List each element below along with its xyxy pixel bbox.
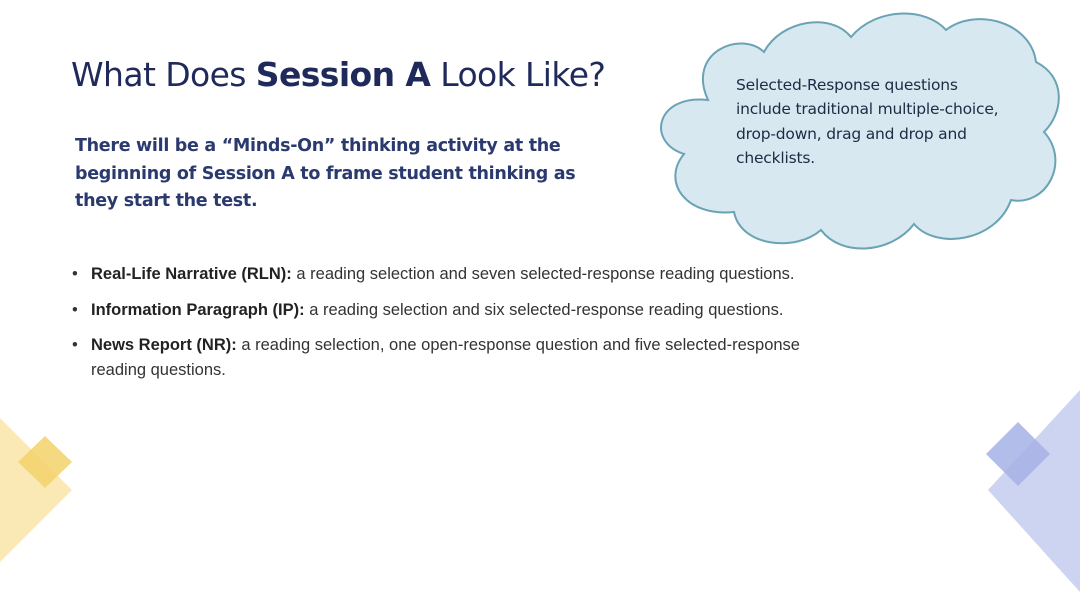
slide-title (71, 55, 605, 94)
yellow-diamond-large (0, 418, 72, 562)
bullet-item-ip (72, 298, 832, 323)
bullet-text: a reading selection and seven selected-response reading questions. (291, 265, 795, 283)
bullet-term: News Report (NR): (91, 336, 237, 354)
bullet-dot-icon: • (72, 265, 78, 283)
blue-diamond-large (988, 390, 1080, 592)
bullet-term: Real-Life Narrative (RLN): (91, 265, 292, 283)
bullet-list (72, 262, 832, 393)
title-suffix: Look Like? (430, 55, 606, 94)
bullet-term: Information Paragraph (IP): (91, 300, 305, 319)
bullet-item-nr (72, 333, 832, 382)
title-prefix: What Does (71, 55, 256, 94)
blue-diamond-decoration (980, 390, 1080, 592)
title-emphasis: Session A (255, 55, 431, 94)
intro-text: There will be a “Minds-On” thinking activity at the beginning of Session A to frame student thinking as they start the test. (75, 136, 576, 211)
yellow-diamond-decoration (0, 400, 90, 592)
bullet-dot-icon: • (72, 300, 78, 319)
bullet-item-rln (72, 262, 832, 287)
callout-text: Selected-Response questions include traditional multiple-choice, drop-down, drag and drop and checklists. (736, 76, 999, 167)
bullet-dot-icon: • (72, 336, 78, 354)
bullet-text: a reading selection, one open-response question and five selected-response reading questions. (91, 336, 800, 379)
bullet-text: a reading selection and six selected-response reading questions. (304, 300, 784, 319)
